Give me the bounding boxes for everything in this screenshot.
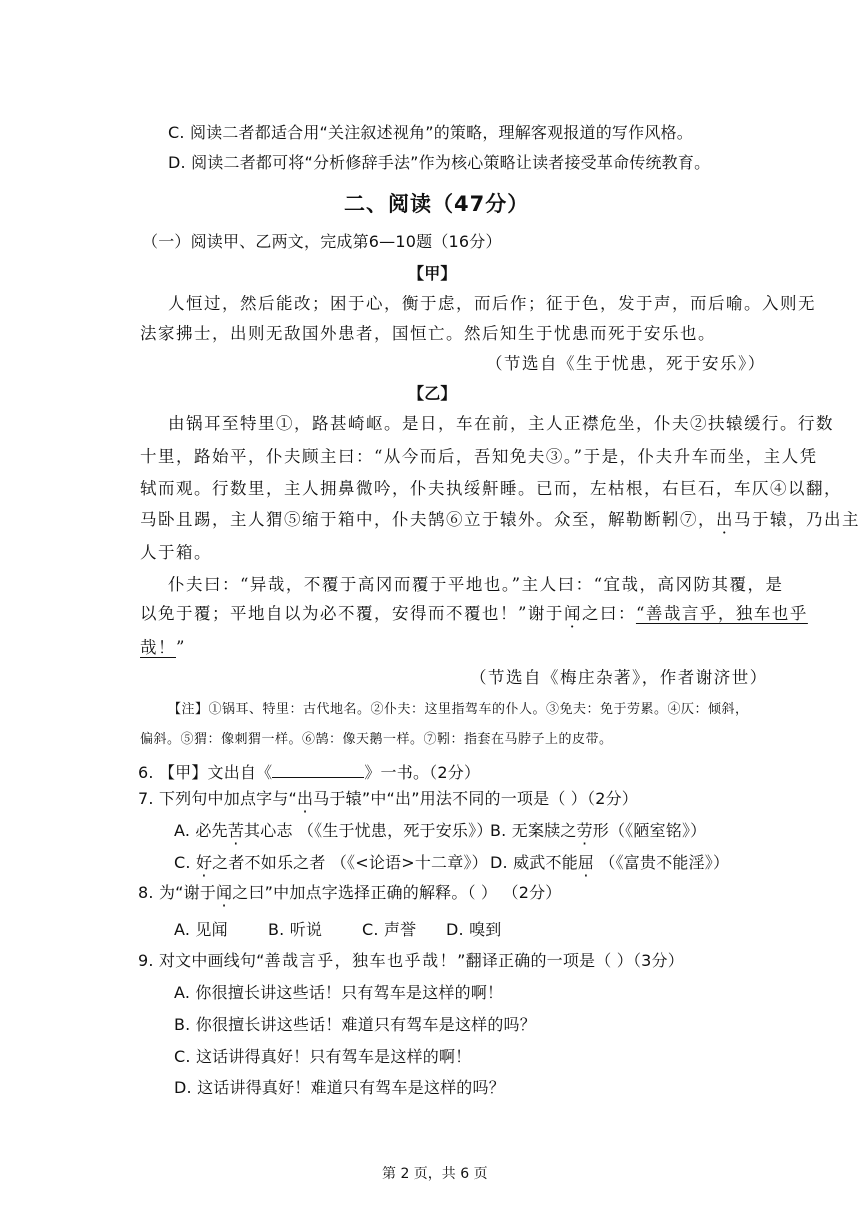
question-9-quote: 善哉言乎，独车也乎哉！ xyxy=(264,951,458,970)
yi-source: （节选自《梅庄杂著》，作者谢济世） xyxy=(470,668,768,687)
yi-p2-line-3-end: ” xyxy=(176,638,186,657)
underlined-sentence-part-1: “善哉言乎，独车也乎 xyxy=(635,604,808,623)
jia-source: （节选自《生于忧患，死于安乐》） xyxy=(486,354,766,373)
page-number: 第 2 页，共 6 页 xyxy=(382,1166,488,1182)
dotted-char-wen-q8: 闻 xyxy=(216,883,233,902)
question-8-stem-a: 8. 为“谢于 xyxy=(138,883,217,902)
yi-p1-line-4 xyxy=(140,506,860,530)
question-9-stem xyxy=(138,948,684,971)
dotted-char-wen: 闻 xyxy=(563,604,582,623)
question-7-option-b xyxy=(490,818,706,841)
yi-p2-line-2-b: 之曰： xyxy=(581,604,636,623)
question-7-option-c xyxy=(174,850,488,873)
question-7-option-a xyxy=(174,818,493,841)
question-7-stem-b: 马于辕”中“出”用法不同的一项是（ ）（2分） xyxy=(313,789,638,808)
question-8-option-c: C. 声誉 xyxy=(362,920,417,939)
dotted-char-chu-q7: 出 xyxy=(297,789,314,808)
jia-label: 【甲】 xyxy=(408,264,457,283)
option-d-pre: D. 威武不能 xyxy=(490,853,578,872)
option-c-post: 之者不如乐之者 （《<论语>十二章》） xyxy=(212,853,488,872)
yi-p1-line-3: 轼而观。行数里，主人拥鼻微吟，仆夫执绥鼾睡。已而，左枯根，右巨石，车仄④以翻， xyxy=(140,479,842,498)
yi-p2-line-2-a: 以免于覆；平地自以为必不覆，安得而不覆也！”谢于 xyxy=(140,604,564,623)
question-6-text-a: 6. 【甲】文出自《 xyxy=(138,763,273,782)
answer-blank[interactable] xyxy=(272,763,364,778)
yi-p1-line-2: 十里，路始平，仆夫顾主曰：“从今而后，吾知免夫③。”于是，仆夫升车而坐，主人凭 xyxy=(140,447,818,466)
yi-p2-line-1: 仆夫曰：“异哉，不覆于高冈而覆于平地也。”主人曰：“宜哉，高冈防其覆，是 xyxy=(168,575,784,594)
part1-heading: （一）阅读甲、乙两文，完成第6—10题（16分） xyxy=(142,232,502,251)
option-b-post: 形（《陋室铭》） xyxy=(592,821,707,840)
underlined-sentence-part-2: 哉！ xyxy=(140,638,176,657)
question-8-option-b: B. 听说 xyxy=(268,920,323,939)
question-7-stem xyxy=(138,786,638,809)
question-9-option-a: A. 你很擅长讲这些话！只有驾车是这样的啊！ xyxy=(174,983,504,1002)
question-9-stem-b: ”翻译正确的一项是（ ）（3分） xyxy=(457,951,684,970)
dotted-char-lao: 劳 xyxy=(576,821,593,840)
yi-p1-line-4-a: 马卧且踢，主人猬⑤缩于箱中，仆夫鹄⑥立于辕外。众至，解勒断靷⑦， xyxy=(140,510,716,529)
yi-p1-line-4-b: 马于辕，乃出主 xyxy=(734,510,860,529)
question-9-stem-a: 9. 对文中画线句“ xyxy=(138,951,265,970)
jia-line-2: 法家拂士，出则无敌国外患者，国恒亡。然后知生于忧患而死于安乐也。 xyxy=(140,324,716,343)
section-title: 二、阅读（47分） xyxy=(344,192,530,216)
question-7-option-d xyxy=(490,850,729,873)
option-a-post: 其心志 （《生于忧患，死于安乐》） xyxy=(244,821,493,840)
question-9-option-c: C. 这话讲得真好！只有驾车是这样的啊！ xyxy=(174,1047,472,1066)
option-a-pre: A. 必先 xyxy=(174,821,228,840)
notes-line-1: 【注】①锅耳、特里：古代地名。②仆夫：这里指驾车的仆人。③免夫：免于劳累。④仄：倾斜， xyxy=(168,702,749,717)
question-6-text-b: 》一书。（2分） xyxy=(364,763,481,782)
option-d-post: （《富贵不能淫》） xyxy=(594,853,730,872)
question-6 xyxy=(138,760,480,783)
question-9-option-d: D. 这话讲得真好！难道只有驾车是这样的吗？ xyxy=(174,1078,505,1097)
dotted-char-qu: 屈 xyxy=(577,853,595,872)
question-9-option-b: B. 你很擅长讲这些话！难道只有驾车是这样的吗？ xyxy=(174,1015,536,1034)
yi-p1-line-5: 人于箱。 xyxy=(140,543,212,562)
question-8-stem xyxy=(138,880,562,903)
question-8-stem-b: 之曰”中加点字选择正确的解释。（ ） （2分） xyxy=(232,883,562,902)
dotted-char-chu: 出 xyxy=(716,510,734,529)
yi-label: 【乙】 xyxy=(408,384,457,403)
question-7-stem-a: 7. 下列句中加点字与“ xyxy=(138,789,298,808)
yi-p1-line-1: 由锅耳至特里①，路甚崎岖。是日，车在前，主人正襟危坐，仆夫②扶辕缓行。行数 xyxy=(168,414,834,433)
yi-p2-line-3 xyxy=(140,634,186,658)
prev-option-c: C. 阅读二者都适合用“关注叙述视角”的策略，理解客观报道的写作风格。 xyxy=(168,123,693,142)
option-b-pre: B. 无案牍之 xyxy=(490,821,577,840)
prev-option-d: D. 阅读二者都可将“分析修辞手法”作为核心策略让读者接受革命传统教育。 xyxy=(168,153,711,172)
question-8-option-a: A. 见闻 xyxy=(174,920,228,939)
dotted-char-hao: 好 xyxy=(195,853,213,872)
question-8-option-d: D. 嗅到 xyxy=(446,920,502,939)
dotted-char-ku: 苦 xyxy=(227,821,245,840)
yi-p2-line-2 xyxy=(140,600,808,624)
notes-line-2: 偏斜。⑤猬：像刺猬一样。⑥鹄：像天鹅一样。⑦靷：指套在马脖子上的皮带。 xyxy=(140,732,613,747)
jia-line-1: 人恒过，然后能改；困于心，衡于虑，而后作；征于色，发于声，而后喻。入则无 xyxy=(168,294,816,313)
option-c-pre: C. xyxy=(174,853,196,872)
